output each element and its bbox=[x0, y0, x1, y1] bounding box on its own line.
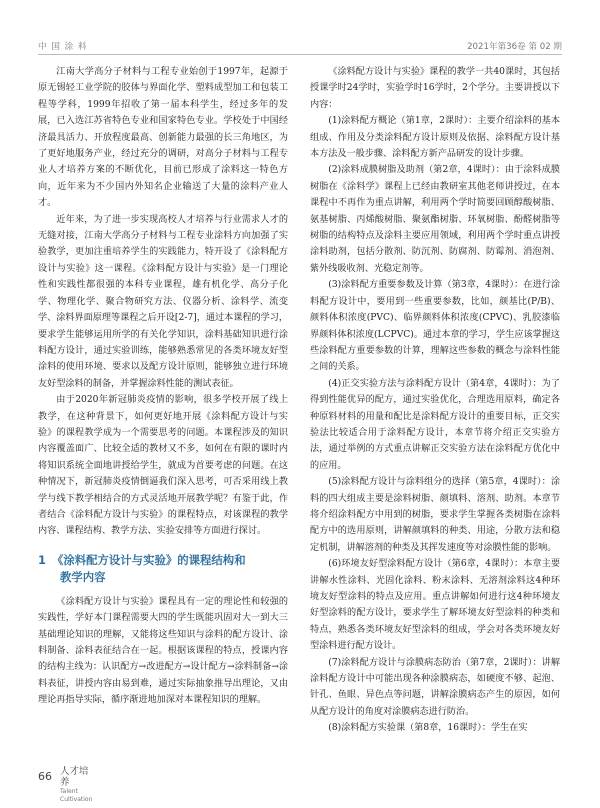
section-number: 1 bbox=[38, 552, 46, 567]
list-item: (7)涂料配方设计与涂膜病态防治（第7章，2课时）：讲解涂料配方设计中可能出现各种涂膜病态，如硬度不够、起泡、针孔、鱼眼、异色点等问题，讲解涂膜病态产生的原因，如何从配方设计的角度对涂膜病态进行防治。 bbox=[310, 657, 560, 717]
issue-info: 2021年第36卷 第 02 期 bbox=[467, 42, 562, 52]
section-title-line1: 《涂料配方设计与实验》的课程结构和 bbox=[51, 552, 246, 567]
brand-title: 人才培养 bbox=[60, 766, 89, 788]
left-column bbox=[38, 64, 288, 709]
running-header bbox=[38, 36, 562, 55]
page-number: 66 bbox=[38, 770, 52, 783]
body-paragraph: 江南大学高分子材料与工程专业始创于1997年，起源于原无锡轻工业学院的胶体与界面化学、塑料成型加工和包装工程等学科，1999年招收了第一届本科学生，经过多年的发展，已入选江苏省特色专业和国家特色专业。学校处于中国经济最具活力、开放程度最高、创新能力最强的长三角地区，为了更好地服务产业，经过充分的调研，对高分子材料与工程专业人才培养方案的不断优化，目前已形成了涂料这一特色方向，近年来为不少国内外知名企业输送了大量的涂料产业人才。 bbox=[38, 67, 288, 209]
list-item: (3)涂料配方重要参数及计算（第3章，4课时）：在进行涂料配方设计中，要用到一些重要参数，比如，颜基比(P/B)、颜料体积浓度(PVC)、临界颜料体积浓度(CPVC)、乳胶漆临界颜料体积浓度(LCPVC)。通过本章的学习，学生应该掌握这些涂料配方重要参数的计算，理解这些参数的概念与涂料性能之间的关系。 bbox=[310, 280, 560, 373]
journal-name: 中 国 涂 料 bbox=[38, 42, 88, 52]
list-item: (8)涂料配方实验课（第8章，16课时）：学生在实 bbox=[328, 723, 528, 734]
body-paragraph: 《涂料配方设计与实验》课程具有一定的理论性和较强的实践性，学好本门课程需要大四的学生既能巩固对大一到大三基础理论知识的理解，又能将这些知识与涂料的配方设计、涂料制备、涂料表征结合在一起。根据该课程的特点，授课内容的结构主线为：认识配方→改进配方→设计配方→涂料制备→涂料表征，讲授内容由易到难，通过实际抽象推导出理论，又由理论再指导实际，循序渐进地加深对本课程知识的理解。 bbox=[38, 596, 288, 706]
right-column bbox=[310, 64, 560, 737]
list-item: (1)涂料配方概论（第1章，2课时）：主要介绍涂料的基本组成、作用及分类涂料配方设计原则及依据、涂料配方设计基本方法及一般步骤、涂料配方新产品研发的设计步骤。 bbox=[310, 116, 560, 160]
body-paragraph: 《涂料配方设计与实验》课程的教学一共40课时，其包括授课学时24学时，实验学时16学时，2个学分。主要讲授以下内容： bbox=[310, 67, 560, 110]
body-paragraph: 近年来，为了进一步实现高校人才培养与行业需求人才的无缝对接，江南大学高分子材料与工程专业涂料方向加强了实验教学，更加注重培养学生的实践能力，特开设了《涂料配方设计与实验》这一课程。《涂料配方设计与实验》是一门理论性和实践性都很强的本科专业课程，雄有机化学、高分子化学、物理化学、聚合物研究方法、仪器分析、涂料学、流变学、涂料界面原理等课程之后开设[2-7]，通过本课程的学习，要求学生能够运用所学的有关化学知识，涂料基础知识进行涂料配方设计，通过实验训练，能够熟悉常见的各类环境友好型涂料的使用环境、要求以及配方设计原则，能够独立进行环境友好型涂料的制备，并掌握涂料性能的测试表征。 bbox=[38, 214, 288, 389]
list-item: (2)涂料成膜树脂及助剂（第2章，4课时）：由于涂料成膜树脂在《涂料学》课程上已经由教研室其他老师讲授过，在本课程中不再作为重点讲解，利用两个学时简要回顾醇酸树脂、氨基树脂、丙烯酸树脂、聚氨酯树脂、环氧树脂、酚醛树脂等树脂的结构特点及涂料主要应用领域，利用两个学时重点讲授涂料助剂，包括分散剂、防沉剂、防腐剂、防霉剂、消泡剂、紫外线吸收剂、光稳定剂等。 bbox=[310, 165, 560, 274]
list-item: (4)正交实验方法与涂料配方设计（第4章，4课时）：为了得到性能优异的配方，通过实验优化，合理选用原料，确定各种原料材料的用量和配比是涂料配方设计的重要目标，正交实验法比较适合用于涂料配方设计，本章节将介绍正交实验方法，通过举例的方式重点讲解正交实验方法在涂料配方优化中的应用。 bbox=[310, 378, 560, 471]
section-brand bbox=[60, 766, 92, 804]
section-heading bbox=[38, 552, 288, 586]
brand-subtitle: Talent Cultivation bbox=[60, 788, 93, 803]
list-item: (5)涂料配方设计与涂料组分的选择（第5章，4课时）：涂料的四大组成主要是涂料树脂、颜填料、溶剂、助剂。本章节将介绍涂料配方中用到的树脂，要求学生掌握各类树脂在涂料配方中的选用原则，讲解颜填料的种类、用途，分散方法和稳定机制，讲解溶剂的种类及其挥发速度等对涂膜性能的影响。 bbox=[310, 477, 560, 553]
section-title-line2: 教学内容 bbox=[60, 569, 106, 584]
list-item: (6)环境友好型涂料配方设计（第6章，4课时）：本章主要讲解水性涂料、光固化涂料、粉末涂料、无溶剂涂料这4种环境友好型涂料的特点及应用。重点讲解如何进行这4种环境友好型涂料的配方设计，要求学生了解环境友好型涂料的种类和特点，熟悉各类环境友好型涂料的组成，学会对各类环境友好型涂料进行配方设计。 bbox=[310, 559, 560, 652]
body-paragraph: 由于2020年新冠肺炎疫情的影响，很多学校开展了线上教学，在这种背景下，如何更好地开展《涂料配方设计与实验》的课程教学成为一个需要思考的问题。本课程涉及的知识内容覆盖面广、比较全适的教材又不多，如何在有限的课时内将知识系统全面地讲授给学生，就成为首要考虑的问题。在这种情况下，新冠肺炎疫情倒逼我们深入思考，可否采用线上教学与线下教学相结合的方式灵活地开展教学呢？有鉴于此，作者结合《涂料配方设计与实验》的课程特点，对该课程的教学内容、课程结构、教学方法、实验安排等方面进行探讨。 bbox=[38, 395, 288, 537]
